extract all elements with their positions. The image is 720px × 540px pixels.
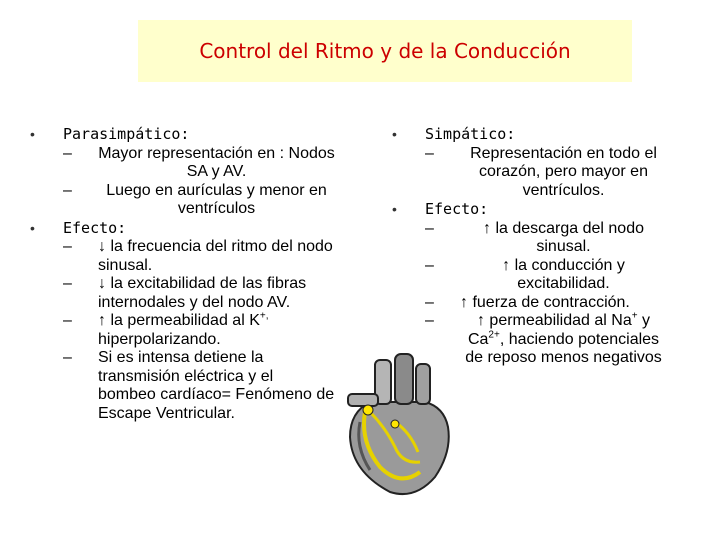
sub-item-text: Si es intensa detiene la transmisión eléctrica y el bombeo cardíaco= Fenómeno de Escape Ventricular. (98, 349, 335, 422)
sub-item (63, 312, 335, 349)
dash-icon: – (63, 349, 72, 366)
sub-item (425, 312, 667, 368)
dash-icon: – (63, 275, 72, 292)
sub-item (425, 145, 667, 201)
dash-icon: – (63, 181, 72, 199)
dash-icon: – (425, 144, 434, 162)
sub-item (63, 182, 335, 219)
sodium-superscript: + (631, 310, 638, 322)
bullet-heading: Simpático: (425, 125, 516, 143)
left-column (30, 125, 335, 423)
bullet-simpatico (392, 125, 667, 145)
sub-item-text: ↑ fuerza de contracción. (460, 293, 630, 311)
bullet-icon: • (392, 126, 397, 142)
sub-item-text: Mayor representación en : Nodos SA y AV. (98, 144, 335, 180)
sub-item-text-cont: hiperpolarizando. (98, 330, 221, 348)
sub-item-text: ↑ la descarga del nodo sinusal. (483, 219, 644, 255)
bullet-efecto-right (392, 200, 667, 220)
sub-item-text: ↓ la frecuencia del ritmo del nodo sinusal. (98, 238, 333, 274)
sub-item-text-c: , haciendo potenciales de reposo menos negativos (465, 330, 662, 366)
sub-item (63, 349, 335, 423)
calcium-superscript: 2+ (488, 329, 500, 341)
dash-icon: – (63, 312, 72, 329)
sub-item (63, 275, 335, 312)
bullet-icon: • (30, 219, 35, 236)
heart-illustration (348, 354, 449, 494)
dash-icon: – (425, 219, 434, 237)
bullet-parasimpatico (30, 125, 335, 145)
sub-item-text: ↑ la conducción y excitabilidad. (502, 256, 625, 292)
dash-icon: – (425, 312, 434, 329)
sub-item (63, 145, 335, 182)
bullet-heading: Efecto: (63, 218, 127, 237)
bullet-efecto (30, 219, 335, 239)
dash-icon: – (425, 293, 434, 311)
sub-item (425, 220, 667, 257)
potassium-superscript: +, (259, 310, 269, 322)
bullet-icon: • (392, 201, 397, 217)
sub-item (425, 294, 667, 313)
heart-icon (340, 352, 460, 502)
sub-item-text-b: y Ca (467, 312, 651, 348)
bullet-icon: • (30, 126, 35, 142)
bullet-heading: Parasimpático: (63, 125, 190, 143)
sub-item-text: ↑ permeabilidad al Na (476, 312, 632, 329)
title-box (138, 20, 632, 82)
slide-title: Control del Ritmo y de la Conducción (199, 39, 571, 63)
sub-item-text: Representación en todo el corazón, pero mayor en ventrículos. (470, 144, 657, 199)
right-column (392, 125, 667, 368)
sub-item (63, 238, 335, 275)
sub-item-text: ↓ la excitabilidad de las fibras internodales y del nodo AV. (98, 275, 307, 311)
dash-icon: – (63, 144, 72, 162)
dash-icon: – (63, 238, 72, 255)
sub-item-text: Luego en aurículas y menor en ventrículos (106, 181, 327, 217)
bullet-heading: Efecto: (425, 200, 489, 218)
dash-icon: – (425, 256, 434, 274)
sub-item-text: ↑ la permeabilidad al K (98, 312, 260, 329)
sub-item (425, 257, 667, 294)
